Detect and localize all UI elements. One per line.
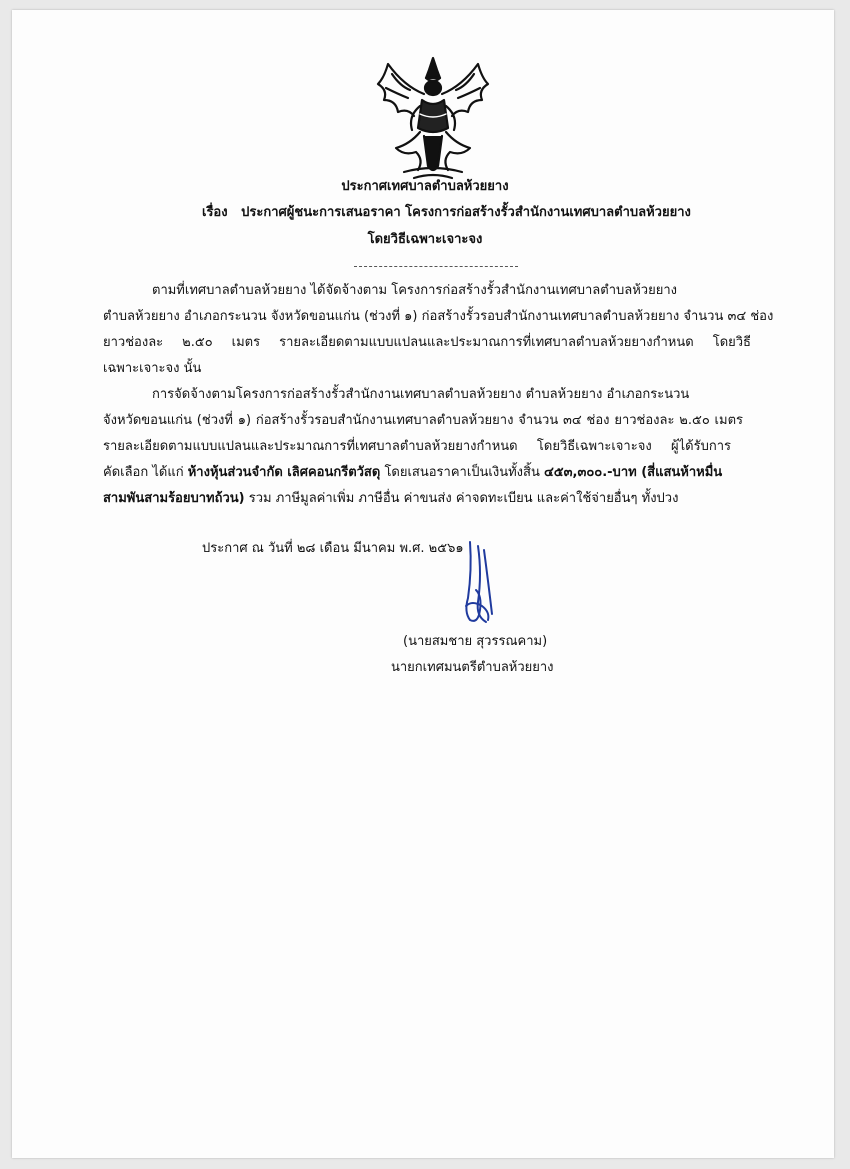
para1-line2: ตำบลห้วยยาง อำเภอกระนวน จังหวัดขอนแก่น (ช่วงที่ ๑) ก่อสร้างรั้วรอบสำนักงานเทศบาลตำบลห้วยยาง จำนวน ๓๔ ช่อง	[103, 309, 774, 324]
price-inclusions: รวม ภาษีมูลค่าเพิ่ม ภาษีอื่น ค่าขนส่ง ค่าจดทะเบียน และค่าใช้จ่ายอื่นๆ ทั้งปวง	[244, 491, 679, 506]
para2-line5	[103, 490, 678, 508]
para1-line3: ยาวช่องละ ๒.๕๐ เมตร รายละเอียดตามแบบแปลนและประมาณการที่เทศบาลตำบลห้วยยางกำหนด โดยวิธี	[103, 335, 751, 350]
price-amount-words: สามพันสามร้อยบาทถ้วน)	[103, 491, 245, 506]
selected-label: คัดเลือก ได้แก่	[103, 465, 188, 480]
document-title: ประกาศเทศบาลตำบลห้วยยาง	[341, 179, 509, 194]
winner-name: ห้างหุ้นส่วนจำกัด เลิศคอนกรีตวัสดุ	[187, 465, 381, 480]
para2-line1: การจัดจ้างตามโครงการก่อสร้างรั้วสำนักงานเทศบาลตำบลห้วยยาง ตำบลห้วยยาง อำเภอกระนวน	[152, 387, 690, 402]
subject-label: เรื่อง	[202, 205, 228, 220]
price-label: โดยเสนอราคาเป็นเงินทั้งสิ้น	[380, 465, 544, 480]
subject-text: ประกาศผู้ชนะการเสนอราคา โครงการก่อสร้างรั้วสำนักงานเทศบาลตำบลห้วยยาง	[241, 205, 691, 220]
para1-line1: ตามที่เทศบาลตำบลห้วยยาง ได้จัดจ้างตาม โครงการก่อสร้างรั้วสำนักงานเทศบาลตำบลห้วยยาง	[152, 283, 677, 298]
signatory-position: นายกเทศมนตรีตำบลห้วยยาง	[391, 660, 554, 675]
garuda-emblem-icon	[374, 56, 492, 180]
para2-line3: รายละเอียดตามแบบแปลนและประมาณการที่เทศบาลตำบลห้วยยางกำหนด โดยวิธีเฉพาะเจาะจง ผู้ได้รับการ	[103, 439, 731, 454]
subject-line	[202, 204, 691, 222]
price-amount: ๔๕๓,๓๐๐.-บาท (สี่แสนห้าหมื่น	[543, 465, 723, 480]
para2-line4	[103, 464, 722, 482]
separator-rule	[354, 266, 518, 267]
signatory-name: (นายสมชาย สุวรรณคาม)	[403, 634, 548, 649]
announce-date: ประกาศ ณ วันที่ ๒๘ เดือน มีนาคม พ.ศ. ๒๕๖๑	[202, 541, 464, 556]
para1-line4: เฉพาะเจาะจง นั้น	[103, 361, 202, 376]
para2-line2: จังหวัดขอนแก่น (ช่วงที่ ๑) ก่อสร้างรั้วรอบสำนักงานเทศบาลตำบลห้วยยาง จำนวน ๓๔ ช่อง ยาวช่องละ ๒.๕๐ เมตร	[103, 413, 743, 428]
signature-mark	[448, 540, 508, 630]
procurement-method: โดยวิธีเฉพาะเจาะจง	[367, 232, 483, 247]
